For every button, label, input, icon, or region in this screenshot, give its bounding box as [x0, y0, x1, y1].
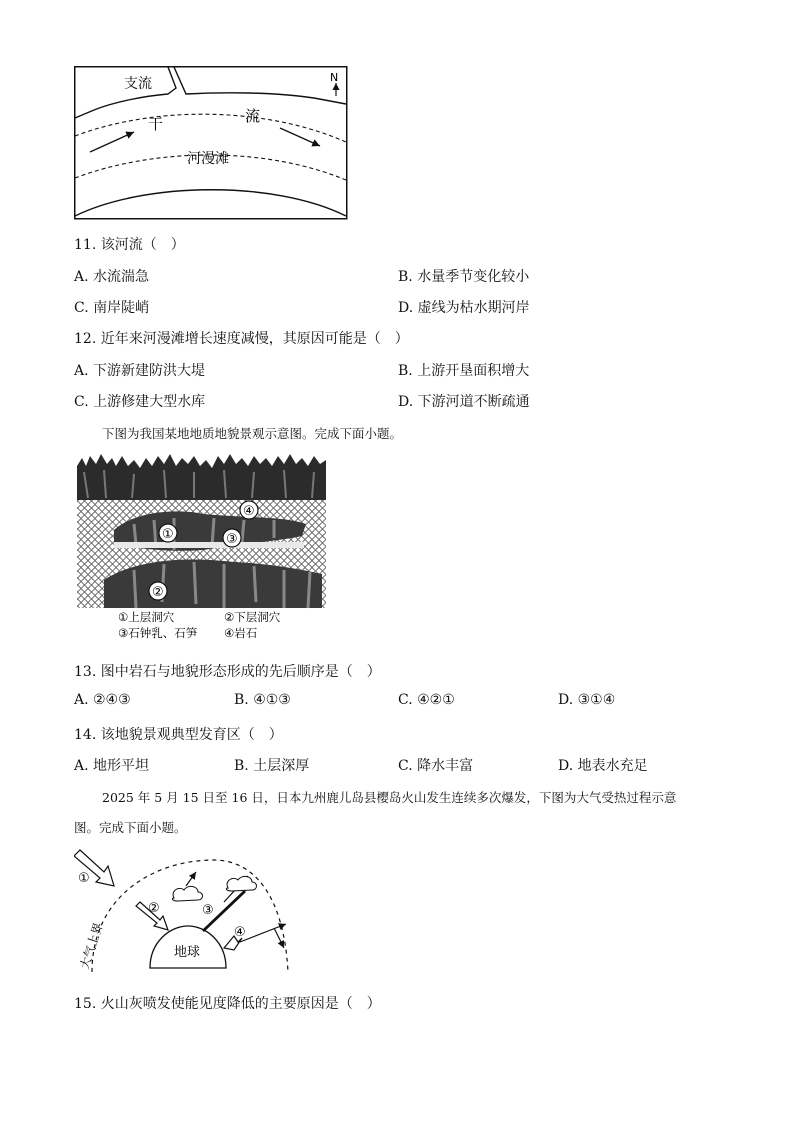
legend-lower-cave: ②下层洞穴	[224, 610, 281, 624]
earth-label: 地球	[174, 945, 201, 960]
legend-upper-cave: ①上层洞穴	[118, 610, 175, 624]
marker-2-text: ②	[152, 585, 164, 600]
river-diagram	[74, 66, 348, 220]
q13-option-b[interactable]: B. ④①③	[234, 692, 291, 708]
q12-stem: 12. 近年来河漫滩增长速度减慢，其原因可能是（ ）	[74, 331, 409, 347]
tributary-label: 支流	[124, 76, 152, 92]
atmosphere-intro-line2: 图。完成下面小题。	[74, 820, 187, 835]
north-label: N	[330, 71, 339, 84]
q13-option-c[interactable]: C. ④②①	[398, 692, 455, 708]
cloud-left	[172, 886, 202, 901]
marker-1-text: ①	[162, 527, 174, 542]
q11-stem: 11. 该河流（ ）	[74, 237, 185, 253]
marker-4-text: ④	[243, 504, 255, 519]
boundary-label: 大气上界	[77, 920, 106, 971]
q11-option-c[interactable]: C. 南岸陡峭	[74, 300, 150, 316]
marker-3-text: ③	[226, 532, 238, 547]
q14-option-c[interactable]: C. 降水丰富	[398, 758, 474, 774]
q12-option-b[interactable]: B. 上游开垦面积增大	[398, 363, 530, 379]
legend-stalactite: ③石钟乳、石笋	[118, 626, 198, 640]
q14-option-a[interactable]: A. 地形平坦	[74, 758, 150, 774]
atmosphere-diagram	[74, 846, 298, 974]
q12-option-a[interactable]: A. 下游新建防洪大堤	[74, 363, 206, 379]
floodplain-label: 河漫滩	[187, 151, 229, 167]
q13-option-d[interactable]: D. ③①④	[558, 692, 616, 708]
q13-stem: 13. 图中岩石与地貌形态形成的先后顺序是（ ）	[74, 664, 381, 680]
q15-stem: 15. 火山灰喷发使能见度降低的主要原因是（ ）	[74, 996, 381, 1012]
q11-option-d[interactable]: D. 虚线为枯水期河岸	[398, 300, 530, 316]
q11-option-b[interactable]: B. 水量季节变化较小	[398, 269, 530, 285]
karst-diagram	[74, 452, 330, 642]
marker-1-label: ①	[78, 871, 90, 886]
q12-option-d[interactable]: D. 下游河道不断疏通	[398, 394, 530, 410]
q14-option-b[interactable]: B. 土层深厚	[234, 758, 310, 774]
marker-3-label: ③	[202, 903, 214, 918]
legend-rock: ④岩石	[224, 626, 258, 640]
main-river-char-1: 干	[148, 115, 164, 133]
q13-option-a[interactable]: A. ②④③	[74, 692, 131, 708]
q14-option-d[interactable]: D. 地表水充足	[558, 758, 648, 774]
karst-intro: 下图为我国某地地质地貌景观示意图。完成下面小题。	[102, 426, 403, 441]
atmosphere-intro-line1: 2025 年 5 月 15 日至 16 日，日本九州鹿儿岛县樱岛火山发生连续多次爆发，下图为大气受热过程示意	[102, 790, 677, 805]
main-river-char-2: 流	[245, 107, 261, 125]
q14-stem: 14. 该地貌景观典型发育区（ ）	[74, 727, 283, 743]
q12-option-c[interactable]: C. 上游修建大型水库	[74, 394, 206, 410]
cloud-right	[226, 876, 256, 891]
marker-2-label: ②	[148, 901, 160, 916]
q11-option-a[interactable]: A. 水流湍急	[74, 269, 150, 285]
peak-forest	[77, 454, 326, 500]
marker-4-label: ④	[234, 925, 246, 940]
